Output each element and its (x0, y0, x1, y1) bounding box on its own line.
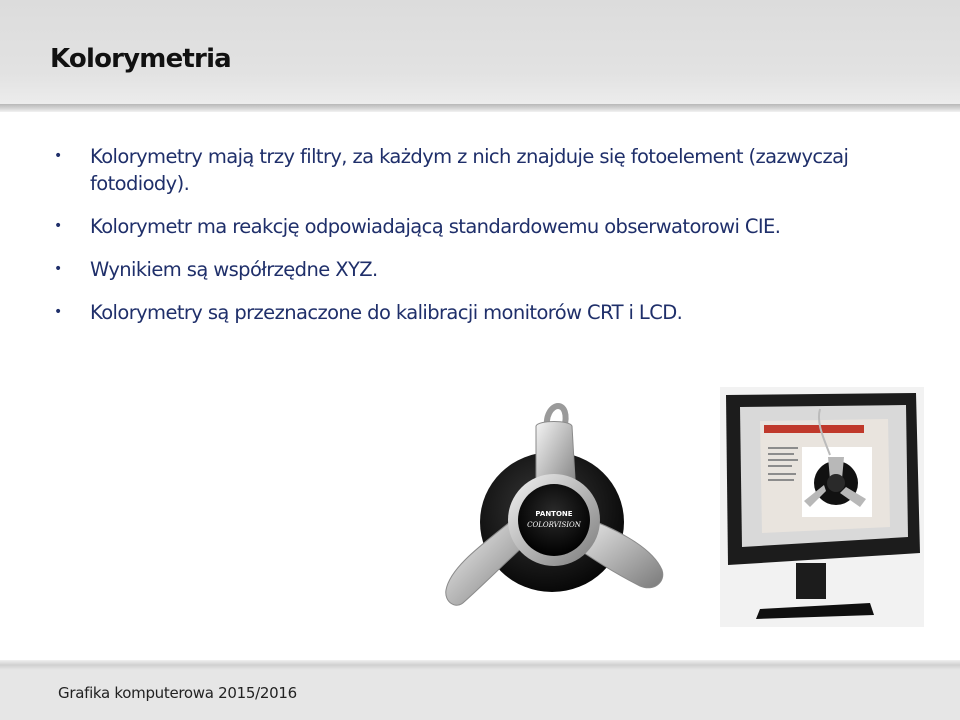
title-divider (0, 104, 960, 112)
bullet-dot: • (54, 304, 62, 320)
brand-label: PANTONE (535, 510, 573, 518)
bullet-list (50, 143, 930, 346)
monitor-calibration-icon (720, 387, 924, 627)
bullet-item (50, 143, 930, 197)
bullet-dot: • (54, 148, 62, 164)
bullet-text: Kolorymetry są przeznaczone do kalibracji monitorów CRT i LCD. (90, 301, 683, 324)
bullet-dot: • (54, 261, 62, 277)
bullet-dot: • (54, 218, 62, 234)
footer-divider (0, 660, 960, 670)
slide-title: Kolorymetria (50, 44, 231, 74)
bullet-text: Kolorymetr ma reakcję odpowiadającą standardowemu obserwatorowi CIE. (90, 215, 781, 238)
bullet-item (50, 256, 930, 283)
bullet-item (50, 299, 930, 326)
footer-text: Grafika komputerowa 2015/2016 (58, 684, 297, 702)
bullet-item (50, 213, 930, 240)
bullet-text: Kolorymetry mają trzy filtry, za każdym z nich znajduje się fotoelement (zazwyczaj fotodiody). (90, 145, 849, 195)
colorimeter-device-icon (440, 396, 680, 630)
bullet-text: Wynikiem są współrzędne XYZ. (90, 258, 378, 281)
product-label: COLORVISION (527, 521, 581, 529)
